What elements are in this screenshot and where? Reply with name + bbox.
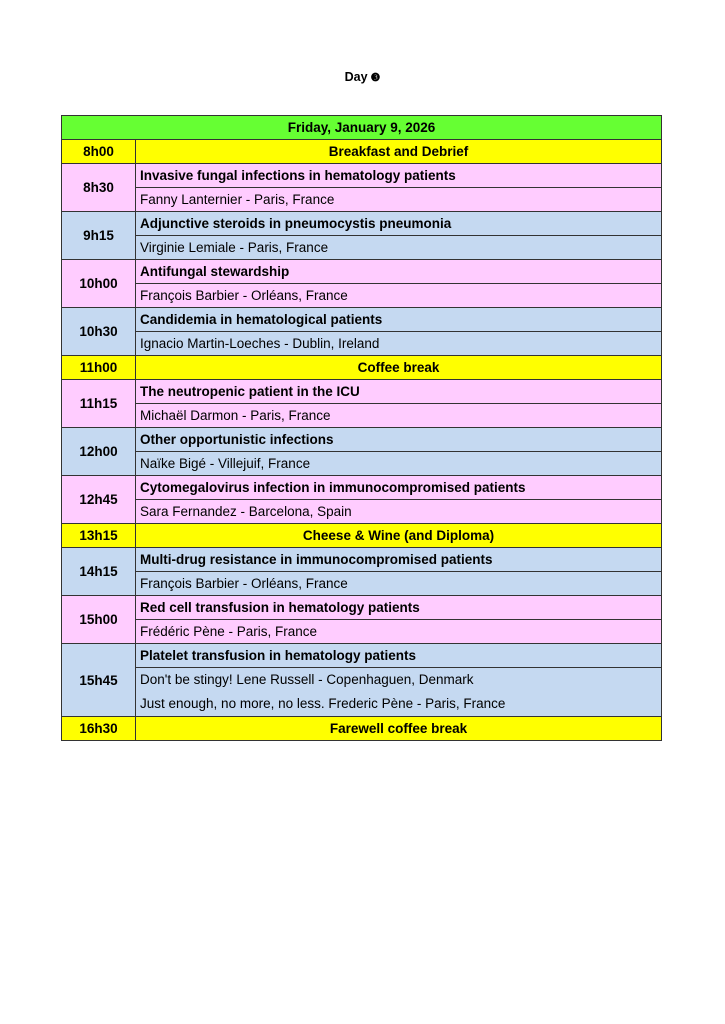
speaker: Ignacio Martin-Loeches - Dublin, Ireland: [136, 332, 662, 356]
talk-title-row: [62, 380, 662, 404]
break-row: [62, 524, 662, 548]
talk-title: Cytomegalovirus infection in immunocompromised patients: [136, 476, 662, 500]
talk-speakers: [136, 668, 662, 717]
talk-title-row: [62, 428, 662, 452]
time-cell: 8h00: [62, 140, 136, 164]
time-cell: 12h45: [62, 476, 136, 524]
day-label: Day: [344, 70, 368, 84]
time-cell: 10h30: [62, 308, 136, 356]
time-cell: 8h30: [62, 164, 136, 212]
talk-speaker-row: [62, 284, 662, 308]
talk-title-row: [62, 548, 662, 572]
speaker: Just enough, no more, no less. Frederic Pène - Paris, France: [140, 696, 506, 711]
time-cell: 9h15: [62, 212, 136, 260]
talk-title-row: [62, 164, 662, 188]
talk-speaker-row: [62, 500, 662, 524]
talk-speaker-row: [62, 236, 662, 260]
talk-title: Antifungal stewardship: [136, 260, 662, 284]
break-row: [62, 356, 662, 380]
speaker: Sara Fernandez - Barcelona, Spain: [136, 500, 662, 524]
talk-speaker-row: [62, 404, 662, 428]
speaker: Frédéric Pène - Paris, France: [136, 620, 662, 644]
talk-title-row: [62, 260, 662, 284]
talk-title: The neutropenic patient in the ICU: [136, 380, 662, 404]
talk-title: Red cell transfusion in hematology patients: [136, 596, 662, 620]
speaker: François Barbier - Orléans, France: [136, 572, 662, 596]
schedule-table: [61, 115, 662, 741]
speaker: Virginie Lemiale - Paris, France: [136, 236, 662, 260]
break-event: Cheese & Wine (and Diploma): [136, 524, 662, 548]
break-event: Breakfast and Debrief: [136, 140, 662, 164]
time-cell: 15h45: [62, 644, 136, 717]
talk-speaker-row: [62, 332, 662, 356]
time-cell: 12h00: [62, 428, 136, 476]
talk-speaker-row: [62, 620, 662, 644]
break-event: Farewell coffee break: [136, 717, 662, 741]
date-header-row: [62, 116, 662, 140]
day-number: ❸: [370, 72, 381, 84]
talk-title-row: [62, 596, 662, 620]
talk-title-row: [62, 212, 662, 236]
speaker: Naïke Bigé - Villejuif, France: [136, 452, 662, 476]
time-cell: 14h15: [62, 548, 136, 596]
talk-title: Other opportunistic infections: [136, 428, 662, 452]
time-cell: 11h15: [62, 380, 136, 428]
talk-title: Invasive fungal infections in hematology patients: [136, 164, 662, 188]
talk-title-row: [62, 308, 662, 332]
speaker: François Barbier - Orléans, France: [136, 284, 662, 308]
talk-title: Candidemia in hematological patients: [136, 308, 662, 332]
talk-speaker-row: [62, 452, 662, 476]
talk-title-row: [62, 644, 662, 668]
date-header: Friday, January 9, 2026: [62, 116, 662, 140]
break-row: [62, 717, 662, 741]
time-cell: 11h00: [62, 356, 136, 380]
speaker: Michaël Darmon - Paris, France: [136, 404, 662, 428]
talk-speaker-row: [62, 668, 662, 717]
speaker: Don't be stingy! Lene Russell - Copenhaguen, Denmark: [140, 672, 474, 687]
break-event: Coffee break: [136, 356, 662, 380]
break-row: [62, 140, 662, 164]
talk-speaker-row: [62, 572, 662, 596]
talk-title: Platelet transfusion in hematology patients: [136, 644, 662, 668]
time-cell: 10h00: [62, 260, 136, 308]
talk-title-row: [62, 476, 662, 500]
speaker: Fanny Lanternier - Paris, France: [136, 188, 662, 212]
day-title: [0, 70, 725, 84]
talk-speaker-row: [62, 188, 662, 212]
time-cell: 13h15: [62, 524, 136, 548]
talk-title: Adjunctive steroids in pneumocystis pneumonia: [136, 212, 662, 236]
time-cell: 15h00: [62, 596, 136, 644]
time-cell: 16h30: [62, 717, 136, 741]
talk-title: Multi-drug resistance in immunocompromised patients: [136, 548, 662, 572]
